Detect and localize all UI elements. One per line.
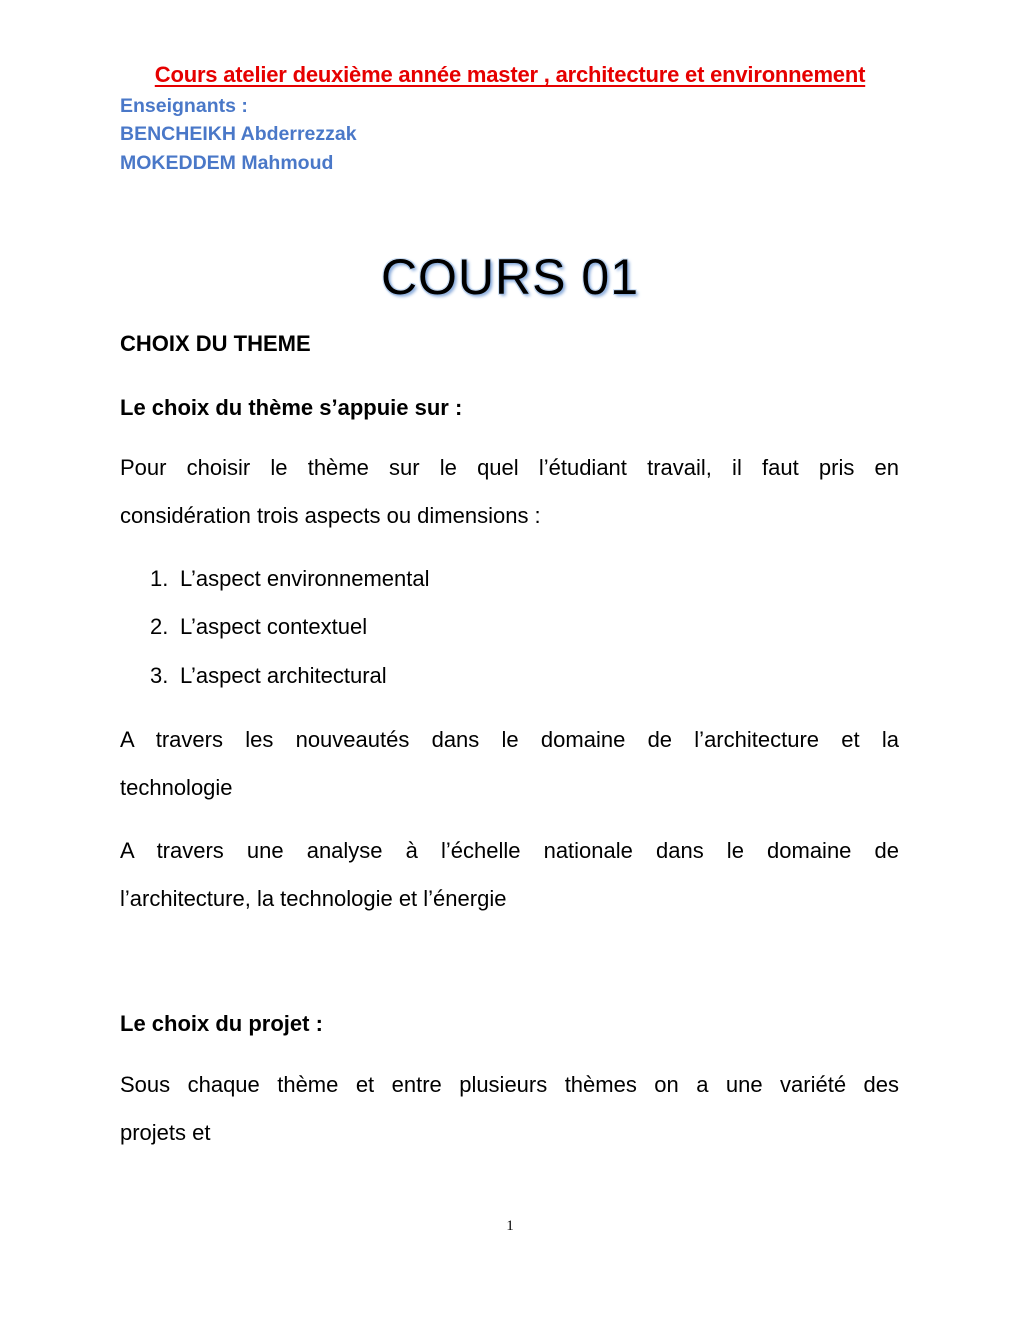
paragraph-line: Sous chaque thème et entre plusieurs thèmes on a une variété des bbox=[120, 1072, 899, 1097]
course-header-title: Cours atelier deuxième année master , architecture et environnement bbox=[154, 62, 866, 87]
paragraph-line: l’architecture, la technologie et l’énergie bbox=[120, 886, 507, 911]
paragraph-theme-choice bbox=[120, 444, 899, 540]
section-heading-theme: CHOIX DU THEME bbox=[120, 331, 311, 356]
paragraph-line: projets et bbox=[120, 1120, 211, 1145]
section-heading-theme-basis: Le choix du thème s’appuie sur : bbox=[120, 395, 463, 420]
list-item bbox=[150, 614, 367, 640]
list-number: 1. bbox=[150, 566, 169, 591]
list-text: L’aspect architectural bbox=[180, 663, 387, 688]
paragraph-national-analysis bbox=[120, 827, 899, 923]
paragraph-line: A travers une analyse à l’échelle nationale dans le domaine de bbox=[120, 838, 899, 863]
paragraph-line: technologie bbox=[120, 775, 233, 800]
list-number: 3. bbox=[150, 663, 169, 688]
list-item bbox=[150, 566, 430, 592]
page-title: COURS 01 bbox=[380, 249, 640, 305]
teacher-name-1: BENCHEIKH Abderrezzak bbox=[120, 123, 357, 145]
paragraph-project-choice bbox=[120, 1061, 899, 1157]
list-text: L’aspect environnemental bbox=[180, 566, 430, 591]
teacher-name-2: MOKEDDEM Mahmoud bbox=[120, 152, 334, 174]
teachers-label: Enseignants : bbox=[120, 95, 248, 117]
list-text: L’aspect contextuel bbox=[180, 614, 368, 639]
paragraph-line: A travers les nouveautés dans le domaine de l’architecture et la bbox=[120, 727, 899, 752]
paragraph-line: considération trois aspects ou dimensions : bbox=[120, 503, 541, 528]
section-heading-project: Le choix du projet : bbox=[120, 1011, 323, 1036]
page-number: 1 bbox=[506, 1218, 514, 1234]
list-item bbox=[150, 663, 387, 689]
paragraph-innovations bbox=[120, 716, 899, 812]
paragraph-line: Pour choisir le thème sur le quel l’étudiant travail, il faut pris en bbox=[120, 455, 899, 480]
list-number: 2. bbox=[150, 614, 169, 639]
